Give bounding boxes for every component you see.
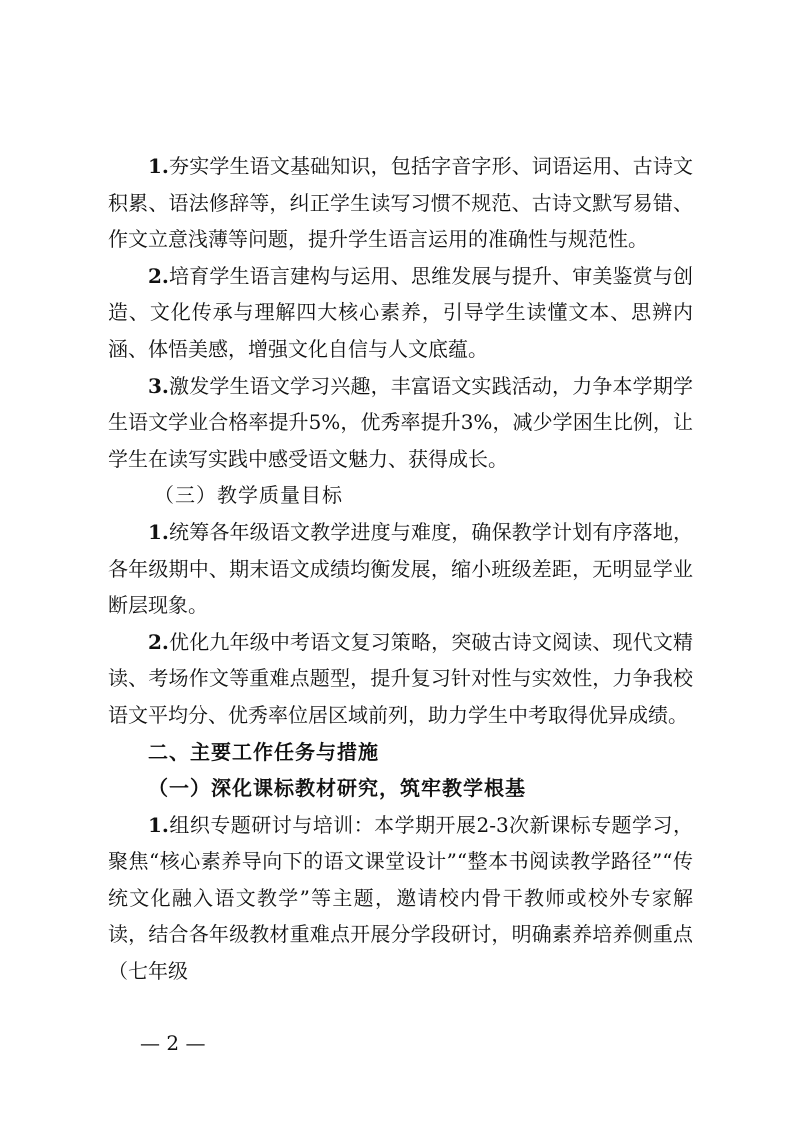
paragraph-number: 1. — [148, 519, 169, 544]
section-heading-quality: （三）教学质量目标 — [154, 483, 343, 508]
paragraph-number: 2. — [148, 629, 169, 654]
task-paragraph-1 — [108, 807, 693, 990]
page-number: — 2 — — [140, 1031, 206, 1055]
quality-paragraph-1 — [108, 514, 693, 624]
goal-paragraph-3 — [108, 368, 693, 478]
goal-paragraph-2 — [108, 258, 693, 368]
paragraph-number: 1. — [148, 812, 169, 837]
paragraph-number: 3. — [148, 373, 169, 398]
paragraph-text: 统筹各年级语文教学进度与难度，确保教学计划有序落地，各年级期中、期末语文成绩均衡发展，缩小班级差距，无明显学业断层现象。 — [108, 519, 693, 618]
paragraph-text: 激发学生语文学习兴趣，丰富语文实践活动，力争本学期学生语文学业合格率提升5%，优秀率提升3%，减少学困生比例，让学生在读写实践中感受语文魅力、获得成长。 — [108, 373, 693, 471]
section-heading-sub: （一）深化课标教材研究，筑牢教学根基 — [148, 776, 526, 801]
quality-paragraph-2 — [108, 624, 693, 734]
paragraph-number: 2. — [148, 263, 169, 288]
paragraph-number: 1. — [148, 154, 169, 178]
document-body — [108, 148, 693, 990]
paragraph-text: 组织专题研讨与培训：本学期开展2-3次新课标专题学习，聚焦“核心素养导向下的语文课堂设计”“整本书阅读教学路径”“传统文化融入语文教学”等主题，邀请校内骨干教师或校外专家解读，结合各年级教材重难点开展分学段研讨，明确素养培养侧重点（七年级 — [108, 812, 693, 984]
paragraph-text: 夯实学生语文基础知识，包括字音字形、词语运用、古诗文积累、语法修辞等，纠正学生读写习惯不规范、古诗文默写易错、作文立意浅薄等问题，提升学生语言运用的准确性与规范性。 — [108, 154, 693, 252]
section-heading-main: 二、主要工作任务与措施 — [148, 739, 379, 764]
paragraph-text: 培育学生语言建构与运用、思维发展与提升、审美鉴赏与创造、文化传承与理解四大核心素养，引导学生读懂文本、思辨内涵、体悟美感，增强文化自信与人文底蕴。 — [108, 263, 693, 361]
goal-paragraph-1 — [108, 148, 693, 258]
paragraph-text: 优化九年级中考语文复习策略，突破古诗文阅读、现代文精读、考场作文等重难点题型，提升复习针对性与实效性，力争我校语文平均分、优秀率位居区域前列，助力学生中考取得优异成绩。 — [108, 629, 693, 727]
